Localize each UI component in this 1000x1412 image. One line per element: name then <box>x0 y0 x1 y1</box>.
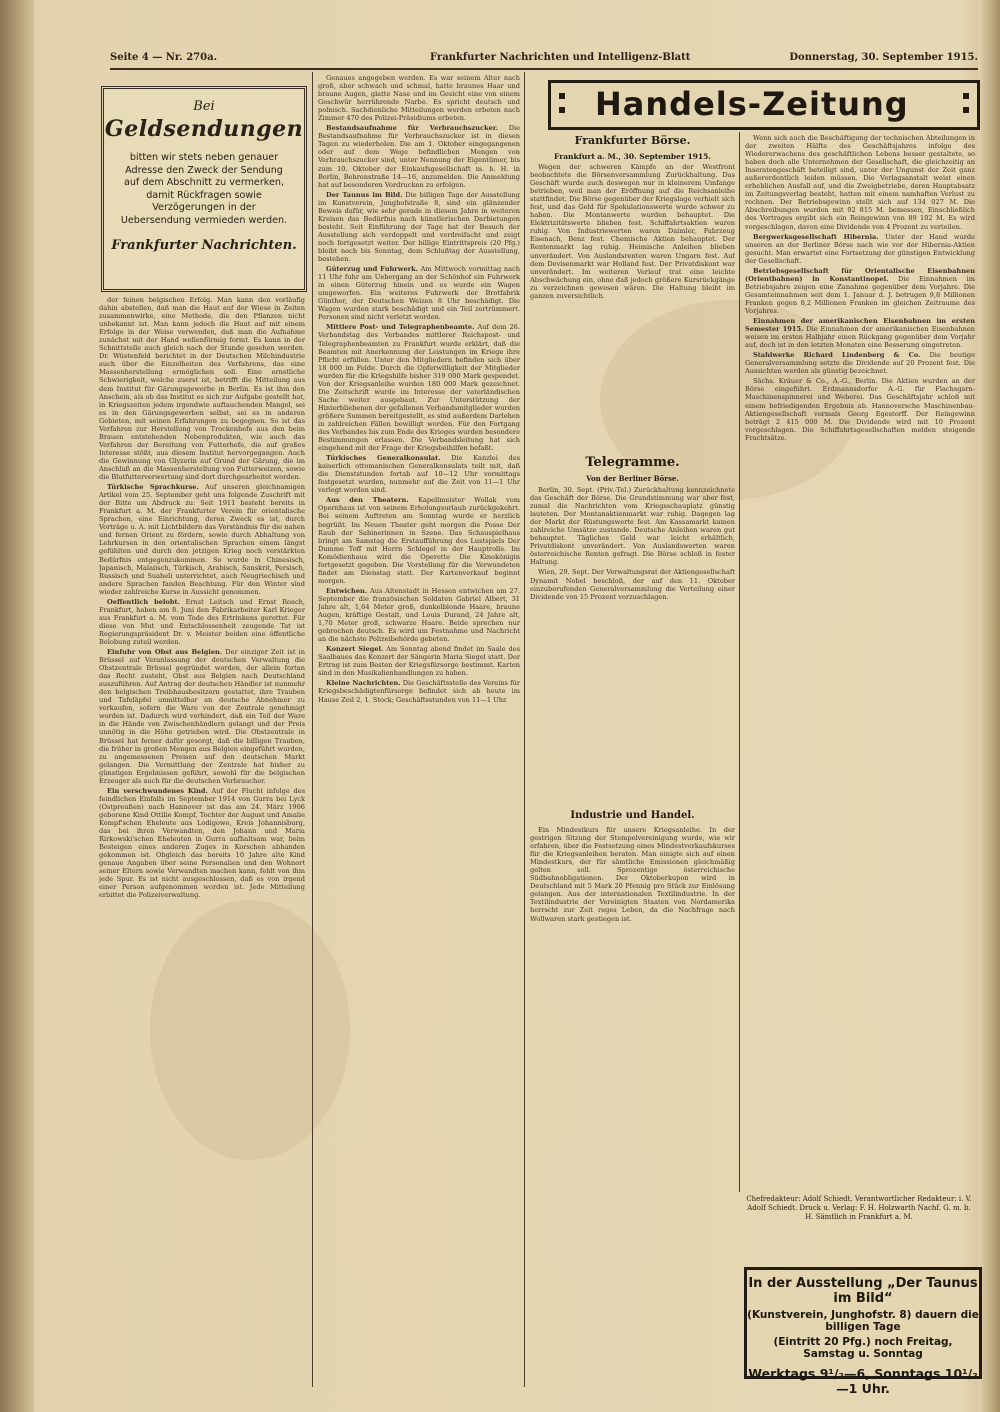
article-text: Aus Altenstadt in Hessen entwichen am 27. September die französischen Soldaten Gabriel Albert, 31 Jahre alt, 1,64 Meter groß, dunkelblonde Haare, braune Augen, kräftige Gestalt, und Louis Durand, 24 Jahre alt, 1,70 Meter groß, schwarze Haare. Beide sprechen nur gebrochen deutsch. Es wird um Festnahme und Nachricht an die nächste Polizeibehörde gebeten. <box>318 586 520 644</box>
article-heading: Einnahmen der amerikanischen Eisenbahnen im ersten Semester 1915. <box>745 317 975 334</box>
article-text: Die heutige Generalversammlung setzte die Dividende auf 20 Prozent fest. Die Aussichten werden als günstig bezeichnet. <box>745 351 975 376</box>
article-text: Auf der Flucht infolge des feindlichen Einfalls im September 1914 von Gurra bei Lyck (Ostpreußen) nach Hannover ist das am 24. März 1906 geborene Kind Ottilie Kompf, Tochter der August und Amalie Kompf'schen Eheleute aus Lodigowo, Kreis Johannisburg, das bei ihren Verwandten, den Johann und Maria Rirkowski'schen Eheleuten in Gurra aufhaltsam war, beim Besteigen eines anderen Zuges in Korschen abhanden gekommen ist. Obgleich das bereits 10 Jahre alte Kind genaue Angaben über seine Personalien und den Wohnort seiner Eltern sowie Verwandten machen kann, fehlt von ihm jede Spur. Es ist nicht ausgeschlossen, daß es von irgend einer Person aufgenommen worden ist. Jede Mitteilung erbittet die Polizeiverwaltung. <box>99 786 305 900</box>
page-binding <box>0 0 34 1412</box>
article-text: Am Sonntag abend findet im Saale des Saalbaues das Konzert der Sängerin Maria Siegel statt. Der Ertrag ist zum Besten der Kriegsfürsorge bestimmt. Karten sind in den Musikalienhandlungen zu haben. <box>318 645 520 678</box>
banner-ornament <box>559 93 565 99</box>
article-text: Genaues angegeben werden. Es war seinem Alter nach groß, aber schwach und schmal, hatte braunes Haar und braune Augen, glatte Nase und im Gesicht eine von einem Geschwür herrührende Narbe. Es spricht deutsch und polnisch. Sachdienliche Mitteilungen werden erbeten nach Zimmer 470 des Polizei-Präsidiums erbeten. <box>318 74 520 123</box>
ad-taunus-ausstellung <box>744 1267 982 1396</box>
article-heading: Güterzug und Fuhrwerk. <box>326 265 418 274</box>
article-text: Der einziger Zeit ist in Brüssel auf Veranlassung der deutschen Verwaltung die Obstzentrale Brüssel gegründet worden, der allein fortan das Recht zusteht, Obst aus Belgien nach Deutschland auszuführen. Auf Antrag der deutschen Händler ist nunmehr den belgischen Treibhausbesitzern gestattet, ihre Trauben und Tafeläpfel unmittelbar an deutsche Abnehmer zu verkaufen, sofern die Ware von der Zentrale genehmigt worden ist. Dadurch wird verhindert, daß ein Teil der Ware in die Hände von Zwischenhändlern gelangt und der Preis unnötig in die Höhe getrieben wird. Die Obstzentrale in Brüssel hat ferner dafür gesorgt, daß die billigen Trauben, die früher in großen Mengen aus Belgien eingeführt wurden, zu angemessenen Preisen auf den deutschen Markt gelangen. Die Vermittlung der Zentrale hat bisher zu günstigen Ergebnissen geführt, sowohl für die belgischen Erzeuger als auch für die deutschen Verbraucher. <box>99 648 305 785</box>
banner-ornament <box>963 93 969 99</box>
article-text: Wien, 29. Sept. Der Verwaltungsrat der Aktiengesellschaft Dynamit Nobel beschloß, der auf den 11. Oktober einzuberufenden Generalversammlung die Verteilung einer Dividende von 15 Prozent vorzuschlagen. <box>530 568 735 601</box>
article-heading: Aus den Theatern. <box>326 496 409 505</box>
ad-signature: Frankfurter Nachrichten. <box>111 237 297 253</box>
article-text: Auf dem 26. Verbandstag des Verbandes mittlerer Reichspost- und Telegraphenbeamten zu Frankfurt wurde erklärt, daß die Beamten mit Anerkennung der Leistungen im Kriege ihre Pflicht erfüllen. Unter den Mitgliedern befinden sich über 18 000 im Felde. Durch die Opferwilligkeit der Mitglieder wurden für die Kriegshilfe bisher 319 000 Mark gespendet. Von der Kriegsanleihe wurden 180 000 Mark gezeichnet. Die Zeitschrift wurde im Interesse der vaterländischen Sache weiter ausgebaut. Zur Unterstützung der Hinterbliebenen der gefallenen Verbandsmitglieder wurden größere Summen bereitgestellt, es sind außerdem Darlehen in zahlreichen Fällen bewilligt worden. Für den Fortgang des Verbandes bis zum Ende des Krieges wurden besondere Bestimmungen erlassen. Die Verbandsleitung hat sich eingehend mit der Frage der Kriegsbeihilfen befaßt. <box>318 323 520 453</box>
article-text: Die Kanzlei des kaiserlich ottomanischen Generalkonsulats teilt mit, daß die Dienststunden fortab auf 10—12 Uhr vormittags festgesetzt wurden, nunmehr auf die Zeit von 11—1 Uhr verlegt worden sind. <box>318 454 520 495</box>
article-text: Wenn sich auch die Beschäftigung der technischen Abteilungen in der zweiten Hälfte des Geschäftsjahres infolge des Wiedererwachens des geschäftlichen Lebens besser gestaltete, so haben doch alle Unternehmen der Gesellschaft, die gleichzeitig an Inseratengeschäft beteiligt sind, unter der Ungunst der Zeit ganz außerordentlich leiden müssen. Die Verlagsanstalt weist einen erheblichen Ausfall auf, und die Zweigbetriebe, deren Hauptabsatz im Zeitungsverlag besteht, hatten mit einem namhaften Verlust zu rechnen. Der Betriebsgewinn stellt sich auf 134 027 M. Die Abschreibungen wurden mit 92 815 M. bemessen, Einschließlich des Vortrages ergibt sich ein Reingewinn von 89 102 M. Es wird vorgeschlagen, davon eine Dividende von 4 Prozent zu verteilen. <box>745 134 975 231</box>
banner-ornament <box>559 107 565 113</box>
article-text: Die Geschäftsstelle des Vereins für Kriegsbeschädigtenfürsorge befindet sich ab heute im Hause Zeil 2, 1. Stock; Geschäftsstunden von 11—1 Uhr. <box>318 679 520 704</box>
column-1 <box>99 296 305 1386</box>
article-heading: Bergwerksgesellschaft Hibernia. <box>753 232 879 241</box>
ad-line-3: (Eintritt 20 Pfg.) noch Freitag, Samstag u. Sonntag <box>773 1336 953 1360</box>
ad-line-1: In der Ausstellung „Der Taunus im Bild“ <box>748 1276 978 1306</box>
issue-date: Donnerstag, 30. September 1915. <box>789 52 978 63</box>
article-text: Wegen der schweren Kämpfe an der Westfront beobachtete die Börsenversammlung Zurückhaltung. Das Geschäft wurde auch deswegen nur in kleinerem Umfange betrieben, weil man der Eröffnung auf die Reichsanleihe stattfindet. Die Börse gegenüber der Kriegslage verhielt sich fest, und das Geld für Spekulationswerte wurde schwer zu haben. Die Montanwerte wurden behauptet. Die Elektrizitätswerte blieben fest. Schiffahrtsaktien waren ruhig. Von Industriewerten waren Daimler, Fahrzeug Eisenach, Benz fest. Chemische Aktien behauptet. Der Rentenmarkt lag ruhig. Heimische Anleihen blieben unverändert. Von Auslandsrenten waren Ungarn fest. Auf dem Devisenmarkt war Holland fest. Der Privatdiskont war unverändert. Im weiteren Verlauf trat eine leichte Abschwächung ein, ohne daß jedoch größere Kursrückgänge zu verzeichnen gewesen wären. Die Haltung bleibt im ganzen zuversichtlich. <box>530 163 735 300</box>
article-text: Die Einnahmen der amerikanischen Eisenbahnen weisen im ersten Halbjahr einen Rückgang gegenüber dem Vorjahr auf, doch ist in den letzten Monaten eine Besserung eingetreten. <box>745 325 975 350</box>
banner-ornament <box>963 107 969 113</box>
article-text: Die billigen Tage der Ausstellung im Kunstverein, Junghofstraße 8, sind ein glänzender Beweis dafür, wie sehr gerade in diesem Jahre in weiteren Kreisen das Bedürfnis nach künstlerischen Darbietungen besteht. Seit Einführung der Tage hat der Besuch der Ausstellung sich verdoppelt und verdreifacht und zeigt noch fortgesetzt weiter. Der billige Eintrittspreis (20 Pfg.) bleibt noch bis Sonntag, dem Schlußtag der Ausstellung, bestehen. <box>318 190 520 264</box>
article-heading: Ein verschwundenes Kind. <box>107 786 208 795</box>
page-number: Seite 4 — Nr. 270a. <box>110 52 218 63</box>
industrie-heading: Industrie und Handel. <box>570 810 695 821</box>
article-heading: Einfuhr von Obst aus Belgien. <box>107 648 223 657</box>
telegramme-subheading: Von der Berliner Börse. <box>586 474 679 483</box>
article-heading: Der Taunus im Bild. <box>326 190 403 199</box>
article-text: Unter der Hand wurde unseren an der Berliner Börse nach wie vor der Hibernia-Aktien gesucht. Man erwartet eine Fortsetzung der günstigen Entwicklung der Gesellschaft. <box>745 232 975 265</box>
imprint: Chefredakteur: Adolf Schiedt. Verantwortlicher Redakteur: i. V. Adolf Schiedt. Druck u. Verlag: F. H. Holzwarth Nachf. G. m. b. H. Sämtlich in Frankfurt a. M. <box>746 1195 972 1221</box>
ad-line-2: (Kunstverein, Junghofstr. 8) dauern die billigen Tage <box>747 1309 979 1333</box>
article-text: Ein Mindestkurs für unsere Kriegsanleihe. In der gestrigen Sitzung der Stempelvereinigung wurde, wie wir erfahren, über die Festsetzung eines Mindestverkaufskurses für die Kriegsanleihen beraten. Man einigte sich auf einen Mindestkurs, der für sämtliche Emissionen gleichmäßig gelten soll. Sprozentige österreichische Südbahnobligationen. Der Oktoberkupon wird in Deutschland mit 5 Mark 20 Pfennig pro Stück zur Einlösung gelangen. Aus der internationalen Textilindustrie. In der Textilindustrie der Vereinigten Staaten von Nordamerika herrscht zur Zeit reges Leben, da die Nachfrage nach Wollwaren stark gestiegen ist. <box>530 826 735 923</box>
column-3-bottom <box>530 826 735 1386</box>
ad-body: bitten wir stets neben genauer Adresse den Zweck der Sendung auf dem Abschnitt zu vermerken, damit Rückfragen sowie Verzögerungen in der Uebersendung vermieden werden. <box>120 152 288 226</box>
article-heading: Bestandsaufnahme für Verbrauchszucker. <box>326 124 499 133</box>
boerse-dateline: Frankfurt a. M., 30. September 1915. <box>554 152 711 161</box>
telegramme-heading: Telegramme. <box>585 455 680 470</box>
header-rule <box>110 68 978 70</box>
article-text: Die Einnahmen im Betriebsjahre zeigen eine Zunahme gegenüber dem Vorjahre. Die Gesamteinnahmen seit dem 1. Januar d. J. betrugen 9,8 Millionen Franken gegen 8,2 Millionen Franken im gleichen Zeitraume des Vorjahres. <box>745 274 975 315</box>
ad-geldsendungen <box>101 86 307 292</box>
column-3-top <box>530 163 735 423</box>
section-title: Handels-Zeitung <box>595 85 909 123</box>
column-divider <box>524 72 525 1387</box>
article-heading: Mittlere Post- und Telegraphenbeamte. <box>326 323 475 332</box>
column-divider <box>739 132 740 1192</box>
article-heading: Türkisches Generalkonsulat. <box>326 454 441 463</box>
article-text: Berlin, 30. Sept. (Priv.-Tel.) Zurückhaltung kennzeichnete das Geschäft der Börse. Die Grundstimmung war aber fest, zumal die Nachrichten vom Kriegsschauplatz günstig lauteten. Der Montanaktienmarkt war ruhig. Dagegen lag der Markt der Rüstungswerte fest. Am Kassamarkt kamen zahlreiche Umsätze zustande. Deutsche Anleihen waren gut behauptet. Tägliches Geld war leicht erhältlich, Privatdiskont unverändert. Von Auslandswerten waren österreichische Renten gefragt. Die Börse schloß in fester Haltung. <box>530 486 735 567</box>
article-text: Auf unseren gleichnamigen Artikel vom 25. September geht uns folgende Zuschrift mit der Bitte um Abdruck zu: Seit 1911 besteht bereits in Frankfurt a. M. der Frankfurter Verein für orientalische Sprachen, eine Einrichtung, deren Zweck es ist, durch Vorträge u. A. mit Lichtbildern das Verständnis für die nahen und fernen Orient zu fördern, sowie durch Abhaltung von Lehrkursen in den orientalischen Sprachen einem längst gefühlten und durch den jetzigen Krieg noch verstärkten Bedürfnis entgegenzukommen. So wurde in Chinesisch, Japanisch, Malaiisch, Türkisch, Arabisch, Sanskrit, Persisch, Russisch und Suaheli unterrichtet, auch Neugriechisch und andere Sprachen fanden Beachtung. Für den Winter sind wieder zahlreiche Kurse in Aussicht genommen. <box>99 483 305 596</box>
article-heading: Entwichen. <box>326 586 368 595</box>
ad-pre-title: Bei <box>193 99 215 114</box>
article-text: Sächs. Kräuer & Co., A.-G., Berlin. Die Aktien wurden an der Börse eingeführt. Erdmannsdorfer A.-G. für Flachsgarn-Maschinenspinnerei und Weberei. Das Geschäftsjahr schloß mit einem befriedigenden Ergebnis ab. Hannoversche Maschinenbau-Aktiengesellschaft vormals Georg Egestorff. Der Reingewinn beträgt 2 415 000 M. Die Dividende wird mit 10 Prozent vorgeschlagen. Die Schiffahrtsgesellschaften melden steigende Frachtsätze. <box>745 377 975 442</box>
article-text: der feinen belgischen Erfolg. Man kann den vorläufig dahin abstellen, daß man die Haut auf der Wiese in Zeiten zusammenwirke, eine Methode, die den Pflanzen nicht unbekannt ist. Man kann jedoch die Haut auf mit einem Erfolge in der Weise verwenden, daß man die Aufnahme zunächst mit der Hand wellenförmig formt. Es kann in der Schnittstelle auch gleich nach der Stunde gesehen werden. Dr. Wüstenfeld berichtet in der Deutschen Milchindustrie auch über die Einzelheiten des Verfahrens, das eine Massenherstellung ermöglichen soll. Eine ernstliche Schwierigkeit, welche zuerst ist, betrifft die Mitteilung aus dem Institut für Gärungsgewerbe in Berlin. Es ist ihm den Anschein, als ob das Institut es sich zur Aufgabe gestellt hat, in Kriegszeiten jedem irgendwie auftauchenden Mangel, sei es in den Gärungsgewerben selbst, sei es in anderen Gebieten, mit seinen Erfahrungen zu begegnen. So ist das Verfahren zur Herstellung von Trockenhefe aus den beim Brauen entstehenden Nebenprodukten, wie auch das Verfahren der Bereitung von Futterhefe, die auf großes Interesse stößt, aus diesem Institut hervorgegangen. Auch die Gewinnung von Glyzerin auf Grund der Gärung, die im Anschluß an die Massenherstellung von Futterweizen, sowie die Blutfutterverwertung sind dort durchgearbeitet worden. <box>99 296 305 482</box>
ad-title: Geldsendungen <box>104 116 304 142</box>
article-heading: Oeffentlich belobt. <box>107 597 180 606</box>
article-text: Am Mittwoch vormittag nach 11 Uhr fuhr am Uebergang an der Schönhof ein Fuhrwerk in einen Güterzug hinein und es wurde ein Wagen umgeworfen. Ein weiteres Fuhrwerk der Brotfabrik Günther, der Deutschen Weizen 8 Uhr beschädigt. Die Wagen wurden stark beschädigt und ein Teil zertrümmert. Personen sind nicht verletzt worden. <box>318 265 520 322</box>
article-text: Die Bestandsaufnahme für Verbrauchszucker ist in diesen Tagen zu wiederholen. Die am 1. Oktober eingegangenen oder auf dem Wege befindlichen Mengen von Verbrauchszucker sind, unter Nennung der Eigentümer, bis zum 10. Oktober der Einkaufsgesellschaft m. b. H. in Berlin, Behrenstraße 14—16, anzumelden. Die Anmeldung hat auf besonderen Vordrucken zu erfolgen. <box>318 124 520 189</box>
page-header <box>110 50 978 68</box>
page-edge <box>978 0 1000 1412</box>
article-heading: Konzert Siegel. <box>326 645 384 654</box>
article-heading: Betriebsgesellschaft für Orientalische Eisenbahnen (Orientbahnen) in Konstantinopel. <box>745 266 975 283</box>
article-heading: Kleine Nachrichten. <box>326 679 401 688</box>
column-2 <box>318 74 520 1386</box>
newspaper-name: Frankfurter Nachrichten und Intelligenz-Blatt <box>430 52 691 63</box>
column-4 <box>745 134 975 1189</box>
article-heading: Türkische Sprachkurse. <box>107 483 199 492</box>
section-banner <box>548 80 980 130</box>
article-text: Ernst Leitsch und Ernst Roach, Frankfurt, haben am 8. Juni den Fabrikarbeiter Karl Krieger aus Frankfurt a. M. vom Tode des Ertrinkens gerettet. Für diese von Mut und Entschlossenheit zeugende Tat ist Regierungspräsident Dr. v. Meister beiden eine öffentliche Belobung zuteil werden. <box>99 597 305 646</box>
article-text: Kapellmeister Wollak vom Opernhaus ist von seinem Erholungsurlaub zurückgekehrt. Bei seinem Auftreten am Sonntag wurde er herzlich begrüßt. Im Neuen Theater geht morgen die Posse Der Raub der Sabinerinnen in Szene. Das Schauspielhaus bringt am Samstag die Erstaufführung des Lustspiels Der Dumme Toff mit Herrn Schlegel in der Hauptrolle. Im Komödienhaus wird die Operette Die Kinokönigin fortgesetzt gegeben. Die Vorstellung für die Verwundeten findet am Dienstag statt. Der Kartenverkauf beginnt morgen. <box>318 496 520 585</box>
column-divider <box>312 72 313 1387</box>
ad-line-4: Werktags 9¹/₂—6, Sonntags 10¹/₂—1 Uhr. <box>748 1366 978 1396</box>
boerse-heading: Frankfurter Börse. <box>574 134 691 147</box>
article-heading: Stahlwerke Richard Lindenberg & Co. <box>753 351 921 360</box>
column-3-mid <box>530 486 735 804</box>
